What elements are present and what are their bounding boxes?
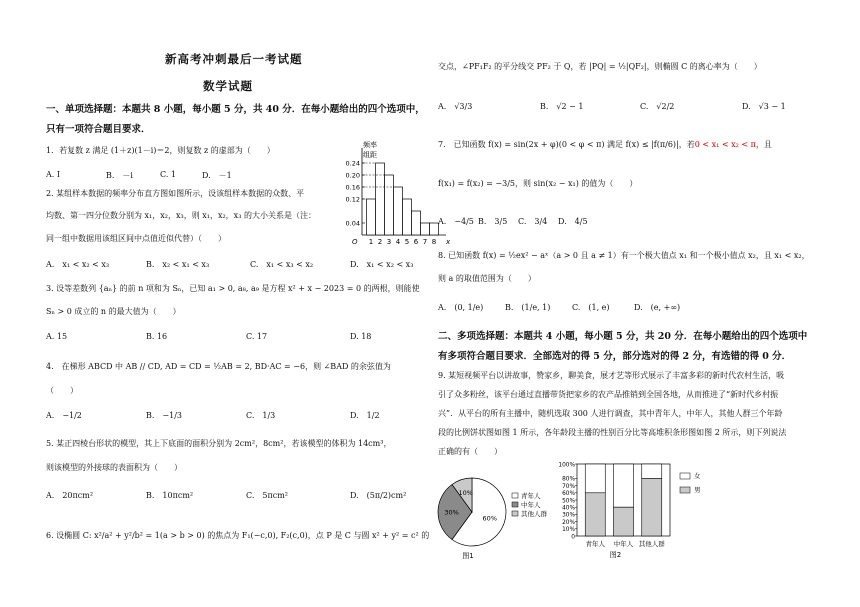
q7-option-b: B. 3/5 [478, 217, 508, 226]
q2-option-a: A. x₁ < x₂ < x₃ [46, 260, 110, 269]
q8-stem-line2: 则 a 的取值范围为（ ） [438, 274, 536, 283]
q3-stem-line2: Sₙ > 0 成立的 n 的最大值为（ ） [46, 307, 181, 316]
q4-option-b: B. −1/3 [146, 411, 182, 420]
bar-segment-female [614, 464, 634, 507]
bar-chart-caption: 图2 [609, 551, 622, 559]
q5-stem-line2: 则该模型的外接球的表面积为（ ） [46, 463, 182, 472]
q5-stem-line1: 5. 某正四棱台形状的模型，其上下底面的面积分别为 2cm²，8cm²，若该模型的体积为 14cm³， [46, 439, 392, 448]
bar-segment-female [642, 464, 662, 478]
q9-stem-line5: 正确的有（ ） [438, 447, 502, 456]
pie-legend-label: 中年人 [521, 501, 541, 509]
bar-ytick-label: 0 [571, 534, 575, 541]
histogram-origin: O [352, 238, 358, 246]
q7-stem-condition: 0 < x₁ < x₂ < π [694, 140, 756, 149]
pie-legend-swatch [512, 511, 518, 516]
q2-stem-line2: 均数、第一四分位数分别为 x₁，x₂，x₃，则 x₁，x₂，x₃ 的大小关系是（注： [46, 211, 316, 220]
bar-ytick-label: 60% [562, 491, 575, 498]
q3-stem-line1: 3. 设等差数列 {aₙ} 的前 n 项和为 Sₙ，已知 a₁ > 0, a₈, a₉ 是方程 x² + x − 2023 = 0 的两根，则能使 [46, 284, 420, 293]
q6-option-b: B. √2 − 1 [540, 102, 584, 111]
histogram-bar [421, 223, 430, 235]
pie-slice-label: 60% [482, 514, 498, 523]
histogram-bar [403, 199, 412, 235]
q1-option-c: C. 1 [160, 170, 177, 179]
q6-option-d: D. √3 − 1 [742, 102, 786, 111]
q1-option-d: D. －1 [202, 171, 232, 180]
histogram-ylabel-1: 频率 [363, 141, 377, 149]
histogram-x-var: x [446, 238, 451, 246]
bar-segment-male [614, 507, 634, 536]
bar-category-label: 中年人 [613, 540, 634, 548]
q7-option-a: A. −4/5 [438, 217, 474, 226]
q7-stem-line1 [438, 139, 772, 151]
pie-chart-caption: 图1 [462, 552, 474, 560]
histogram-xtick-label: 4 [395, 238, 401, 246]
bar-ytick-label: 10% [562, 527, 575, 534]
bar-legend-swatch [680, 487, 690, 493]
q8-stem-line1: 8. 已知函数 f(x) = ½ex² − aˣ（a > 0 且 a ≠ 1）有一个极大值点 x₁ 和一个极小值点 x₂，且 x₁ < x₂， [438, 251, 810, 260]
bar-segment-male [642, 478, 662, 536]
pie-legend-label: 青年人 [521, 492, 541, 500]
bar-ytick-label: 50% [562, 498, 575, 505]
histogram-xtick-label: 1 [368, 238, 374, 246]
histogram-xtick-label: 5 [404, 238, 410, 246]
q9-stem-line3: 兴”．从平台的所有主播中，随机选取 300 人进行调查，其中青年人，中年人，其他人群三个年龄 [438, 409, 783, 418]
histogram-bar [376, 163, 385, 235]
bar-ytick-label: 100% [558, 462, 575, 469]
q6-stem-line1: 6. 设椭圆 C: x²/a² + y²/b² = 1(a > b > 0) 的焦点为 F₁(−c,0), F₂(c,0)，点 P 是 C 与圆 x² + y² = c² 的 [46, 531, 430, 540]
q7-stem-line2: f(x₁) = f(x₂) = −3/5，则 sin(x₂ − x₁) 的值为（ ） [438, 179, 638, 188]
exam-title: 新高考冲刺最后一考试题 [165, 52, 303, 66]
histogram-ytick-label: 0.20 [345, 171, 360, 180]
histogram-xtick-label: 3 [386, 238, 392, 246]
pie-chart-figure-1 [432, 470, 557, 560]
histogram-xtick-label: 7 [422, 238, 428, 246]
q3-option-b: B. 16 [146, 332, 168, 341]
q3-option-d: D. 18 [350, 332, 372, 341]
q7-option-d: D. 4/5 [558, 217, 588, 226]
bar-ytick-label: 40% [562, 505, 575, 512]
histogram-bar [394, 187, 403, 235]
stacked-bar-chart-figure-2 [555, 458, 715, 560]
q1-stem: 1．若复数 z 满足 (1＋z)(1－i)＝2，则复数 z 的虚部为（ ） [46, 146, 275, 155]
q9-stem-line1: 9. 某短视频平台以讲故事，赞家乡，聊美食，展才艺等形式展示了丰富多彩的新时代农村生活，吸 [438, 371, 785, 380]
q4-option-c: C. 1/3 [246, 411, 276, 420]
q3-option-c: C. 17 [246, 332, 268, 341]
histogram-bar [367, 199, 376, 235]
section-1-heading: 一、单项选择题：本题共 8 小题，每小题 5 分，共 40 分．在每小题给出的四个选项中， [46, 104, 425, 115]
section-2-heading-cont: 有多项符合题目要求．全部选对的得 5 分，部分选对的得 2 分，有选错的得 0 分． [438, 351, 792, 362]
q1-option-b: B. －i [106, 171, 133, 180]
q2-option-c: C. x₁ < x₃ < x₂ [250, 260, 314, 269]
bar-legend-label: 男 [694, 486, 701, 494]
bar-ytick-label: 80% [562, 476, 575, 483]
pie-legend-swatch [512, 493, 518, 498]
bar-ytick-label: 70% [562, 483, 575, 490]
bar-category-label: 青年人 [585, 540, 605, 548]
histogram-ylabel-2: 组距 [363, 151, 377, 159]
exam-subtitle: 数学试题 [203, 79, 253, 93]
q8-option-a: A. (0, 1/e) [438, 303, 484, 312]
section-2-heading: 二、多项选择题：本题共 4 小题，每小题 5 分，共 20 分．在每小题给出的四个选项中 [438, 331, 808, 342]
bar-legend-swatch [680, 473, 690, 479]
q8-option-c: C. (1, e) [572, 303, 610, 312]
pie-legend-label: 其他人群 [521, 510, 547, 518]
bar-legend-label: 女 [694, 472, 701, 480]
pie-legend-swatch [512, 502, 518, 507]
histogram-xtick-label: 8 [431, 238, 437, 246]
q8-option-d: D. (e, +∞) [634, 303, 681, 312]
bar-category-label: 其他人群 [638, 540, 665, 548]
q4-stem-line2: （ ） [46, 386, 78, 395]
q7-option-c: C. 3/4 [518, 217, 548, 226]
q2-stem-line3: 同一组中数据用该组区间中点值近似代替）（ ） [46, 234, 226, 243]
q5-option-c: C. 5πcm² [246, 491, 288, 500]
q5-option-b: B. 10πcm² [146, 491, 194, 500]
histogram-ytick-label: 0.24 [345, 159, 360, 168]
q6-option-c: C. √2/2 [640, 102, 675, 111]
bar-ytick-label: 20% [562, 519, 575, 526]
q2-stem-line1: 2. 某组样本数据的频率分布直方图如图所示，设该组样本数据的众数、平 [46, 189, 305, 198]
histogram-xtick-label: 2 [377, 238, 383, 246]
q8-option-b: B. (1/e, 1) [505, 303, 551, 312]
q7-stem-part2: ，且 [755, 140, 772, 149]
q5-option-d: D. (5π/2)cm² [350, 491, 407, 500]
q1-option-a: A. I [46, 170, 61, 179]
q4-option-a: A. −1/2 [46, 411, 82, 420]
pie-slice-label: 30% [444, 508, 459, 517]
histogram-bar [412, 211, 421, 235]
bar-ytick-label: 30% [562, 512, 575, 519]
bar-segment-female [585, 464, 605, 493]
histogram-ytick-label: 0.16 [345, 183, 360, 192]
q5-option-a: A. 20πcm² [46, 491, 94, 500]
q6-stem-line2: 交点，∠PF₁F₂ 的平分线交 PF₂ 于 Q，若 |PQ| = ½|QF₂|，则椭圆 C 的离心率为（ ） [438, 62, 762, 71]
bar-segment-male [585, 493, 605, 536]
histogram-ytick-label: 0.04 [345, 219, 360, 228]
q9-stem-line2: 引了众多粉丝，该平台通过直播带货把家乡的农产品推销到全国各地，从而推进了“新时代乡村振 [438, 390, 779, 399]
q4-stem-line1: 4. 在梯形 ABCD 中 AB // CD, AD = CD = ½AB = 2, BD·AC = −6，则 ∠BAD 的余弦值为 [46, 362, 391, 371]
histogram-bar [385, 175, 394, 235]
histogram-ytick-label: 0.12 [345, 195, 360, 204]
q7-stem-part1: 7. 已知函数 f(x) = sin(2x + φ)(0 < φ < π) 满足 f(x) ≤ |f(π/6)|，若 [438, 140, 695, 149]
q4-option-d: D. 1/2 [350, 411, 380, 420]
q2-option-b: B. x₂ < x₁ < x₃ [146, 260, 210, 269]
q6-option-a: A. √3/3 [438, 102, 473, 111]
histogram-xtick-label: 6 [413, 238, 419, 246]
q2-option-d: D. x₁ < x₂ < x₃ [350, 260, 414, 269]
pie-slice-label: 10% [458, 489, 473, 498]
q3-option-a: A. 15 [46, 332, 68, 341]
q9-stem-line4: 段的比例饼状图如图 1 所示，各年龄段主播的性别百分比等高堆积条形图如图 2 所示，则下列说法 [438, 428, 787, 437]
section-1-heading-cont: 只有一项符合题目要求． [46, 124, 151, 135]
frequency-histogram [330, 140, 451, 246]
